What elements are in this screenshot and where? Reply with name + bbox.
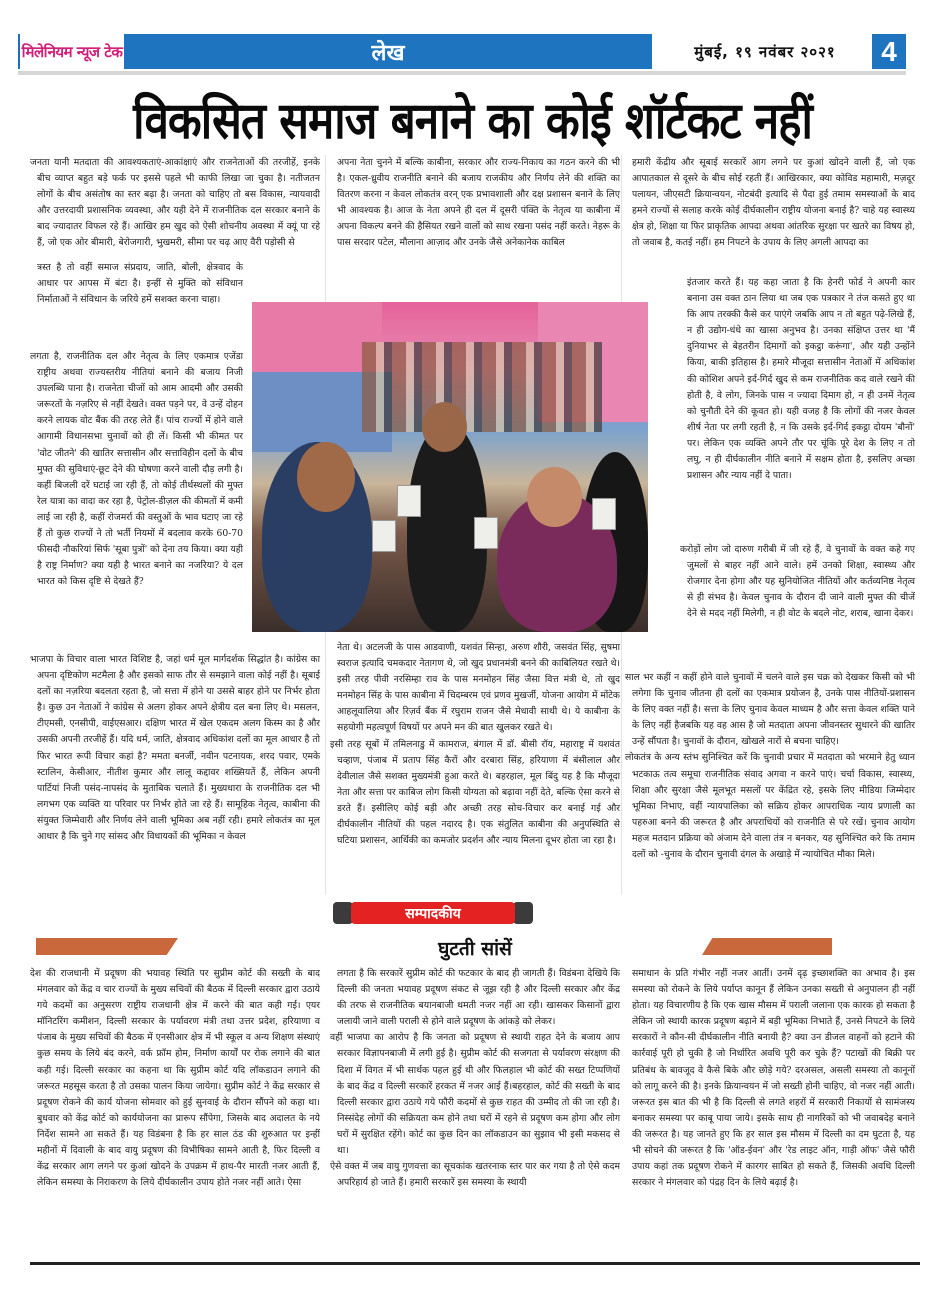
- article-col2-top: [330, 155, 620, 252]
- paragraph: वहीं भाजपा का आरोप है कि जनता को प्रदूषण से स्थायी राहत देने के बजाय आप सरकार विज्ञापनबाजी में लगी हुई है। सुप्रीम कोर्ट की सजगता से पर्यावरण संरक्षण की दिशा में विगत में भी सार्थक पहल हुई थी और फिलहाल भी कोर्ट की सख्त टिप्पणियों के बाद केंद्र व दिल्ली सरकारें हरकत में नजर आई हैं।बहरहाल, कोर्ट की सख्ती के बाद दिल्ली सरकार द्वारा उठाये गये फौरी कदमों से कुछ राहत की उम्मीद तो की जा रही है। निस्संदेह लोगों की सक्रियता कम होने तथा घरों में रहने से प्रदूषण कम होगा और लोग घरों में सुरक्षित रहेंगे। कोर्ट का कुछ दिन का लॉकडाउन का सुझाव भी इसी मकसद से था।: [330, 1032, 620, 1157]
- article-photo: [252, 302, 648, 632]
- paragraph: हमारी केंद्रीय और सूबाई सरकारें आग लगने पर कुआं खोदने वाली हैं, जो एक आपातकाल से दूसरे के बीच सोई रहती हैं। आखिरकार, क्या कोविड महामारी, मज़दूर पलायन, जीएसटी क्रियान्वयन, नोटबंदी इत्यादि से पैदा हुई तमाम समस्याओं के बाद हमने राज्यों से सलाह करके कोई दीर्घकालीन राष्ट्रीय योजना बनाई है? चाहे यह स्वास्थ्य क्षेत्र हो, शिक्षा या फिर प्राकृतिक आपदा अथवा आंतरिक सुरक्षा पर खतरे का विषय हो, तो जवाब है, कतई नहीं। हम निपटने के उपाय के लिए अगली आपदा का: [632, 157, 915, 249]
- article-headline: विकसित समाज बनाने का कोई शॉर्टकट नहीं: [133, 92, 812, 151]
- photo-crowd: [362, 342, 602, 432]
- decorative-bar-right: [702, 938, 832, 955]
- editorial-label: सम्पादकीय: [405, 905, 461, 922]
- article-col3-bottom: [625, 670, 915, 863]
- section-label: लेख: [371, 40, 405, 66]
- editorial-col2: [330, 966, 620, 1191]
- photo-person-head: [527, 467, 582, 527]
- newspaper-logo: [18, 34, 124, 69]
- article-col1-body: [30, 349, 243, 590]
- article-col3-top: [625, 155, 915, 252]
- editorial-banner: [333, 902, 533, 924]
- paragraph: इंतजार करते हैं। यह कहा जाता है कि हेनरी फोर्ड ने अपनी कार बनाना उस वक्त ठान लिया था जब एक पत्रकार ने तंज कसते हुए था कि आप तरक्की कैसे कर पाएंगे जबकि आप न तो बहुत पढ़े-लिखे हैं, न ही उद्योग-धंधे का खासा अनुभव है। उनका संक्षिप्त उत्तर था 'मैं दुनियाभर से बेहतरीन दिमागों को इकट्ठा करूंगा', और यही उन्होंने किया, बाकी इतिहास है। हमारे मौजूदा सत्तासीन नेताओं में अधिकांश की कोशिश अपने इर्द-गिर्द खुद से कम राजनीतिक कद वाले रखने की होती है, वे लोग, जिनके पास न ज्यादा दिमाग हो, न ही उनमें नेतृत्व को चुनौती देने की कूवत हो। यही वजह है कि लोगों की नजर केवल शीर्ष नेता पर लगी रहती है, न कि उसके इर्द-गिर्द इकट्ठा दोयम 'बौनों' पर। लेकिन एक व्यक्ति अपने तौर पर चूंकि पूरे देश के लिए न तो लघु, न ही दीर्घकालीन नीति बनाने में सक्षम होता है, इसलिए अच्छा प्रशासन और न्याय नहीं दे पाता।: [687, 277, 915, 482]
- date-text: मुंबई, १९ नवंबर २०२१: [694, 42, 836, 61]
- paragraph: देश की राजधानी में प्रदूषण की भयावह स्थिति पर सुप्रीम कोर्ट की सख्ती के बाद मंगलवार को केंद्र व चार राज्यों के मुख्य सचिवों की बैठक में दिल्ली सरकार द्वारा उठाये गये कदमों का अनुसरण राष्ट्रीय राजधानी क्षेत्र में करने की बात कही गई। एयर मॉनिटरिंग कमीशन, दिल्ली सरकार के पर्यावरण मंत्री तथा उत्तर प्रदेश, हरियाणा व पंजाब के मुख्य सचिवों की बैठक में एनसीआर क्षेत्र में भी स्कूल व अन्य शिक्षण संस्थाएं कुछ समय के लिये बंद करने, वर्क फ्रॉम होम, निर्माण कार्यों पर रोक लगाने की बात कही गई। दिल्ली सरकार का कहना था कि सुप्रीम कोर्ट यदि लॉकडाउन लगाने की जरूरत महसूस करता है तो उसका पालन किया जायेगा। सुप्रीम कोर्ट ने केंद्र सरकार से प्रदूषण रोकने की कार्य योजना सोमवार को हुई सुनवाई के दौरान सौंपने को कहा था। बुधवार को केंद्र कोर्ट को कार्ययोजना का प्रारूप सौंपेगा, जिसके बाद अदालत के नये निर्देश सामने आ सकते हैं। यह विडंबना है कि हर साल ठंड की शुरुआत पर इन्हीं महीनों में दिवाली के बाद वायु प्रदूषण की विभीषिका सामने आती है, फिर दिल्ली व केंद्र सरकार आग लगने पर कुआं खोदने के उपक्रम में हाथ-पैर मारती नजर आती हैं, लेकिन समस्या के निराकरण के लिये दीर्घकालीन उपाय होते नजर नहीं आते। ऐसा: [30, 968, 320, 1189]
- voter-id-card: [397, 485, 421, 517]
- photo-person-head: [297, 442, 355, 512]
- photo-person-head: [422, 402, 467, 452]
- bottom-rule: [30, 1262, 920, 1265]
- paragraph: लगता है कि सरकारें सुप्रीम कोर्ट की फटकार के बाद ही जागती हैं। विडंबना देखिये कि दिल्ली की जनता भयावह प्रदूषण संकट से जूझ रही है और दिल्ली सरकार और केंद्र की तरफ से राजनीतिक बयानबाजी थमती नजर नहीं आ रही। खासकर किसानों द्वारा जलायी जाने वाली पराली से होने वाले प्रदूषण के आंकड़े को लेकर।: [337, 968, 620, 1028]
- article-col1-intro-cont: [30, 260, 243, 308]
- paragraph: भाजपा के विचार वाला भारत विशिष्ट है, जहां धर्म मूल मार्गदर्शक सिद्धांत है। कांग्रेस का अपना दृष्टिकोण मटमैला है और इसको साफ तौर से समझाने वाला कोई नहीं है। सूबाई दलों का नज़रिया बदलता रहता है, जो सत्ता में होने या उससे बाहर होने पर निर्भर होता है। कुछ उन नेताओं ने कांग्रेस से अलग होकर अपने क्षेत्रीय दल बना लिए थे। मसलन, टीएमसी, एनसीपी, वाईएसआर। दक्षिण भारत में खेल एकदम अलग किस्म का है और उसकी अपनी तरजीहें हैं। यदि धर्म, जाति, क्षेत्रवाद अधिकांश दलों का मूल आधार है तो फिर भारत रूपी विचार कहां है? ममता बनर्जी, नवीन पटनायक, शरद पवार, एमके स्टालिन, केसीआर, नीतीश कुमार और लालू कद्दावर शख्सियतें हैं, लेकिन अपनी पार्टियां निजी पसंद-नापसंद के मुताबिक चलाते हैं। मुख्यधारा के राजनीतिक दल भी लगभग एक व्यक्ति या परिवार पर निर्भर होते जा रहे हैं। सामूहिक नेतृत्व, काबीना की संयुक्त जिम्मेवारी और निर्णय लेने वाली भूमिका अब नहीं रही। हमारे लोकतंत्र का मूल आधार है कि चुने गए सांसद और विधायकों की भूमिका न केवल: [30, 654, 320, 843]
- masthead: [18, 34, 906, 75]
- voter-id-card: [372, 520, 396, 552]
- paragraph: जनता यानी मतदाता की आवश्यकताएं-आकांक्षाएं और राजनेताओं की तरजीहें, इनके बीच व्याप्त बहुत बड़े फर्क पर इससे पहले भी काफी लिखा जा चुका है। नतीजतन लोगों के बीच असंतोष का स्तर बढ़ा है। जनता को चाहिए तो बस विकास, न्यायवादी और उत्तरदायी प्रशासनिक व्यवस्था, और यही देने में राजनीतिक दल सरकार बनाने के बाद ज्यादातर विफल रहे हैं। आखिर हम खुद को ऐसी शोचनीय अवस्था में क्यूं पा रहे हैं, जो एक ओर बीमारी, बेरोजगारी, भुखमरी, सीमा पर चढ़ आए वैरी पड़ोसी से: [30, 157, 320, 249]
- paragraph: नेता थे। अटलजी के पास आडवाणी, यशवंत सिन्हा, अरुण शौरी, जसवंत सिंह, सुषमा स्वराज इत्यादि चमकदार नेतागण थे, जो खुद प्रधानमंत्री बनने की काबिलियत रखते थे। इसी तरह पीवी नरसिम्हा राव के पास मनमोहन सिंह जैसा वित्त मंत्री थे, तो खुद मनमोहन सिंह के पास काबीना में चिदम्बरम एवं प्रणव मुखर्जी, योजना आयोग में मोंटेक आहलूवालिया और रिज़र्व बैंक में रघुराम राजन जैसे मेधावी साथी थे। ये काबीना के सहयोगी महत्वपूर्ण विषयों पर अपने मन की बात खुलकर रखते थे।: [337, 642, 620, 734]
- page-number-box: [869, 34, 906, 69]
- article-col3-wrap: [680, 275, 915, 484]
- banner-cap-left: [333, 902, 353, 924]
- decorative-bar-left: [36, 938, 178, 955]
- editorial-col3: [625, 966, 915, 1191]
- banner-cap-right: [513, 902, 533, 924]
- section-banner: [124, 34, 652, 69]
- voter-id-card: [592, 498, 616, 530]
- paragraph: लोकतंत्र के अन्य स्तंभ सुनिश्चित करें कि चुनावी प्रचार में मतदाता को भरमाने हेतु ध्यान भटकाऊ तत्व समूचा राजनीतिक संवाद अगवा न करने पाएं। चर्चा विकास, स्वास्थ्य, शिक्षा और सुरक्षा जैसे मूलभूत मसलों पर केंद्रित रहे, इसके लिए मीडिया जिम्मेदार भूमिका निभाए, वहीं न्यायपालिका को सक्रिय होकर आपराधिक न्याय प्रणाली का पहरुआ बनने की जरूरत है और अपराधियों को राजनीति से परे रखें। चुनाव आयोग महज मतदान प्रक्रिया को अंजाम देने वाला तंत्र न बनकर, यह सुनिश्चित करे कि तमाम दलों को -चुनाव के दौरान चुनावी दंगल के अखाड़े में न्यायोचित मौका मिले।: [625, 752, 915, 861]
- editorial-col1: [30, 966, 320, 1191]
- paragraph: लगता है, राजनीतिक दल और नेतृत्व के लिए एकमात्र एजेंडा राष्ट्रीय अथवा राज्यस्तरीय नीतियां बनाने की बजाय निजी उपलब्धि पाना है। राजनेता चीजों को आम आदमी और उसकी जरूरतों के नज़रिए से नहीं देखते। वक्त पड़ने पर, वे उन्हें दोहन करने लायक वोट बैंक की तरह लेते हैं। पांच राज्यों में होने वाले आगामी विधानसभा चुनावों को ही लें। किसी भी कीमत पर 'वोट जीतने' की खातिर सत्तासीन और सत्ताविहीन दलों के बीच मुफ्त की सुविधाएं-छूट देने की घोषणा करने वाली दौड़ लगी है। कहीं बिजली दरें घटाई जा रही हैं, तो कोई तीर्थस्थलों की मुफ्त रेल यात्रा का वादा कर रहा है, पेट्रोल-डीज़ल की कीमतों में कमी लाई जा रही है, कहीं रोजमर्रा की वस्तुओं के भाव घटाए जा रहे हैं तो कुछ राज्यों ने तो भर्ती नियमों में बदलाव करके 60-70 फीसदी नौकरियां सिर्फ 'सूबा पुत्रों' को देना तय किया। क्या यही है राष्ट्र निर्माण? क्या यही है भारत बनाने का नजरिया? ये दल भारत को किस दृष्टि से देखते हैं?: [30, 351, 243, 588]
- editorial-title: घुटती सांसें: [438, 938, 512, 960]
- article-col3-wrap2: [680, 542, 915, 622]
- banner-label-box: [351, 902, 515, 924]
- dateline: [656, 34, 874, 69]
- paragraph: साल भर कहीं न कहीं होने वाले चुनावों में चलने वाले इस चक्र को देखकर किसी को भी लगेगा कि चुनाव जीतना ही दलों का एकमात्र प्रयोजन है, उनके पास नीतियों-प्रशासन के लिए वक्त नहीं है। सत्ता के लिए चुनाव केवल माध्यम है और सत्ता केवल शक्ति पाने के लिए नहीं हैजबकि यह वह आस है जो मतदाता अपना जीवनस्तर सुधारने की खातिर उन्हें सौंपता है। चुनावों के दौरान, खोखले नारों से बचना चाहिए।: [625, 672, 915, 748]
- paragraph: त्रस्त है तो वहीं समाज संप्रदाय, जाति, बोली, क्षेत्रवाद के आधार पर आपस में बंटा है। इन्हीं से मुक्ति को संविधान निर्माताओं ने संविधान के जरिये हमें सशक्त करना चाहा।: [37, 262, 243, 306]
- voter-id-card: [474, 517, 498, 549]
- paragraph: इसी तरह सूबों में तमिलनाडु में कामराज, बंगाल में डॉ. बीसी रॉय, महाराष्ट्र में यशवंत चव्हाण, पंजाब में प्रताप सिंह कैरों और दरबारा सिंह, हरियाणा में बंसीलाल और देवीलाल जैसे सशक्त मुख्यमंत्री हुआ करते थे। बहरहाल, मूल बिंदु यह है कि मौजूदा नेता और सत्ता पर काबिज लोग किसी योग्यता को बढ़ावा नहीं देते, बल्कि ऐसा करने से डरते हैं। इसीलिए कोई बड़ी और अच्छी तरह सोच-विचार कर बनाई गई और दीर्घकालीन नीतियों की पहल नदारद है। एक संतुलित काबीना की अनुपस्थिति से घटिया प्रशासन, आर्थिकी का कमजोर प्रदर्शन और न्याय मिलना दूभर होता जा रहा है।: [330, 738, 620, 847]
- article-col1-body2: [30, 652, 320, 845]
- article-col2-bottom: [330, 640, 620, 849]
- paragraph: समाधान के प्रति गंभीर नहीं नजर आतीं। उनमें दृढ़ इच्छाशक्ति का अभाव है। इस समस्या को रोकने के लिये पर्याप्त कानून हैं लेकिन उनका सख्ती से अनुपालन ही नहीं होता। यह विचारणीय है कि एक खास मौसम में पराली जलाना एक कारक हो सकता है लेकिन जो स्थायी कारक प्रदूषण बढ़ाने में बड़ी भूमिका निभाते हैं, उनसे निपटने के लिये सरकारों ने कौन-सी दीर्घकालीन नीति बनायी है? क्या उन डीजल वाहनों को हटाने की कार्रवाई पूरी हो चुकी है जो निर्धारित अवधि पूरी कर चुके हैं? पटाखों की बिक्री पर प्रतिबंध के बावजूद वे कैसे बिके और छोड़े गये? दरअसल, असली समस्या तो कानूनों को लागू करने की है। इनके क्रियान्वयन में जो सख्ती होनी चाहिए, वो नजर नहीं आती। जरूरत इस बात की भी है कि दिल्ली से लगते शहरों में सरकारी निकायों से सामंजस्य बनाकर समस्या पर काबू पाया जाये। इसके साथ ही नागरिकों को भी जवाबदेह बनाने की जरूरत है। यह जानते हुए कि हर साल इस मौसम में दिल्ली का दम घुटता है, यह भी सोचने की जरूरत है कि 'ऑड-ईवन' और 'रेड लाइट ऑन, गाड़ी ऑफ' जैसे फौरी उपाय कहां तक प्रदूषण रोकने में कारगर साबित हो सकते हैं, जिसकी अवधि दिल्ली सरकार ने मंगलवार को पंद्रह दिन के लिये बढ़ाई है।: [632, 968, 915, 1189]
- page-number: 4: [881, 35, 897, 67]
- paragraph: अपना नेता चुनने में बल्कि काबीना, सरकार और राज्य-निकाय का गठन करने की भी है। एकल-ध्रुवीय राजनीति बनाने की बजाय राजकीय और निर्णय लेने की शक्ति का वितरण करना न केवल लोकतंत्र वरन् एक प्रभावशाली और दक्ष प्रशासन बनाने के लिए भी आवश्यक है। आज के नेता अपने ही दल में दूसरी पंक्ति के नेतृत्व या काबीना में अपना विकल्प बनने की हैसियत रखने वालों को साथ रखना पसंद नहीं करते। नेहरू के पास सरदार पटेल, मौलाना आज़ाद और उनके जैसे अनेकानेक काबिल: [337, 157, 620, 249]
- paragraph: करोड़ों लोग जो दारुण गरीबी में जी रहे हैं, वे चुनावों के वक्त कहे गए जुमलों से बाहर नहीं आने वाले। हमें उनको शिक्षा, स्वास्थ्य और रोजगार देना होगा और यह सुनियोजित नीतियों और कर्तव्यनिष्ठ नेतृत्व से ही संभव है। केवल चुनाव के दौरान दी जाने वाली मुफ्त की चीजें देने से मदद नहीं मिलेगी, न ही वोट के बदले नोट, शराब, खाना देकर।: [680, 544, 915, 620]
- article-col1-intro: [30, 155, 320, 252]
- paragraph: ऐसे वक्त में जब वायु गुणवत्ता का सूचकांक खतरनाक स्तर पार कर गया है तो ऐसे कदम अपरिहार्य हो जाते हैं। हमारी सरकारें इस समस्या के स्थायी: [330, 1161, 620, 1189]
- brand-name: मिलेनियम न्यूज टेक: [21, 42, 123, 61]
